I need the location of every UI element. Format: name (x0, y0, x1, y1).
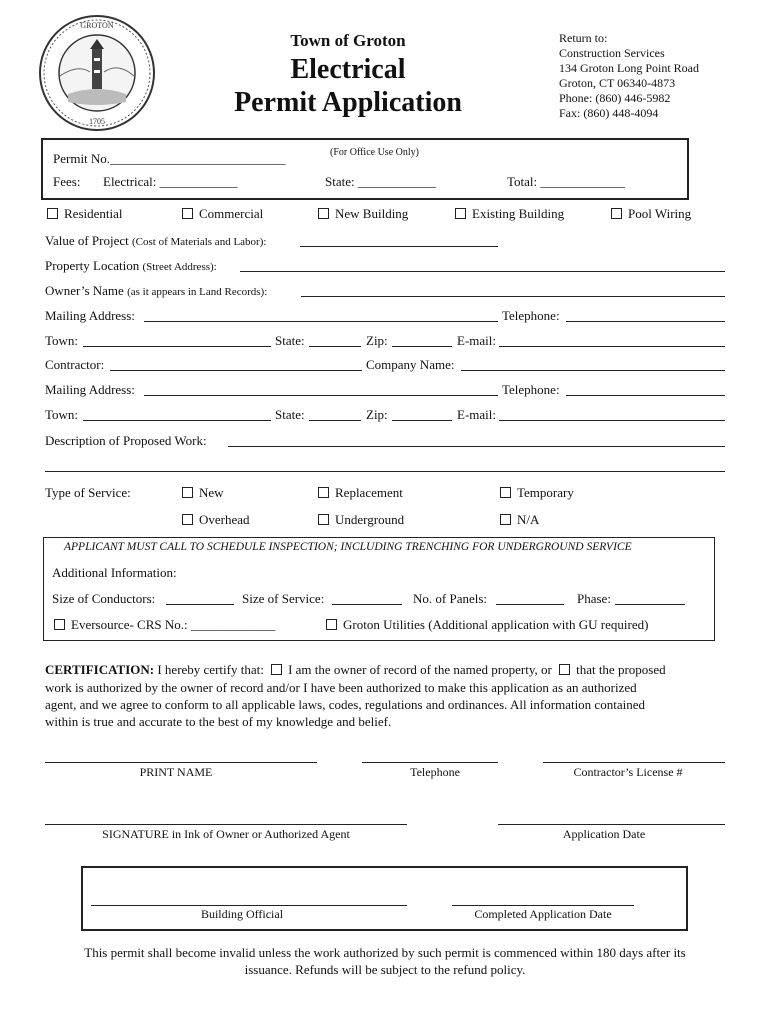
contractor-license-label: Contractor’s License # (573, 765, 683, 779)
checkbox-label: Residential (64, 206, 123, 221)
certification-line-1 (45, 662, 666, 678)
owner-mailing-label: Mailing Address: (45, 308, 135, 323)
signature-label: SIGNATURE in Ink of Owner or Authorized Agent (102, 827, 350, 841)
contractor-zip-field[interactable] (392, 420, 452, 421)
description-field-1[interactable] (228, 446, 725, 447)
signature-telephone-label: Telephone (410, 765, 460, 779)
certification-line-3: agent, and we agree to conform to all applicable laws, codes, regulations and ordinances. All information contained (45, 697, 645, 712)
checkbox-eversource[interactable] (54, 617, 275, 633)
owner-email-label: E-mail: (457, 333, 496, 348)
phase-field[interactable] (615, 604, 685, 605)
contractor-email-field[interactable] (499, 420, 725, 421)
owner-state-label: State: (275, 333, 305, 348)
contractor-field[interactable] (110, 370, 362, 371)
description-field-2[interactable] (45, 471, 725, 472)
contractor-telephone-label: Telephone: (502, 382, 560, 397)
company-name-label: Company Name: (366, 357, 455, 372)
return-line: Fax: (860) 448-4094 (559, 106, 659, 120)
property-note: (Street Address): (142, 261, 217, 273)
application-date-field[interactable] (498, 824, 725, 825)
checkbox-icon[interactable] (611, 208, 622, 219)
contractor-state-label: State: (275, 407, 305, 422)
checkbox-service-underground[interactable] (318, 512, 404, 528)
total-fee-label: Total: (507, 174, 538, 189)
value-note: (Cost of Materials and Labor): (132, 236, 267, 248)
phase-label: Phase: (577, 591, 611, 606)
value-label: Value of Project (45, 233, 129, 248)
contractor-town-field[interactable] (83, 420, 271, 421)
checkbox-service-temporary[interactable] (500, 485, 574, 501)
permit-no-label (53, 151, 286, 167)
print-name-field[interactable] (45, 762, 317, 763)
size-service-field[interactable] (332, 604, 402, 605)
footer-line-1: This permit shall become invalid unless the work authorized by such permit is commenced within 180 days after its (84, 945, 686, 960)
svg-text:GROTON: GROTON (80, 21, 114, 30)
town-seal (38, 14, 156, 132)
property-location-field[interactable] (240, 271, 725, 272)
state-fee (325, 174, 436, 190)
value-of-project-label (45, 233, 266, 250)
completed-date-field[interactable] (452, 905, 634, 906)
state-fee-blank[interactable]: ____________ (357, 174, 436, 189)
checkbox-service-replacement[interactable] (318, 485, 403, 501)
building-official-field[interactable] (91, 905, 407, 906)
office-use-note: (For Office Use Only) (330, 147, 419, 158)
checkbox-pool-wiring[interactable] (611, 206, 691, 222)
return-line: 134 Groton Long Point Road (559, 61, 699, 75)
electrical-fee-blank[interactable]: ____________ (159, 174, 238, 189)
contractor-label: Contractor: (45, 357, 105, 372)
checkbox-service-na[interactable] (500, 512, 539, 528)
certification-line-4: within is true and accurate to the best of my knowledge and belief. (45, 714, 392, 729)
groton-utilities-label: Groton Utilities (Additional application with GU required) (343, 617, 649, 632)
total-fee-blank[interactable]: _____________ (540, 174, 625, 189)
owners-name-field[interactable] (301, 296, 725, 297)
eversource-blank[interactable]: _____________ (190, 617, 276, 632)
return-line: Groton, CT 06340-4873 (559, 76, 676, 90)
owners-label: Owner’s Name (45, 283, 124, 298)
certification-heading: CERTIFICATION: (45, 662, 155, 677)
no-panels-label: No. of Panels: (413, 591, 488, 606)
checkbox-label: Temporary (517, 485, 574, 500)
owner-town-label: Town: (45, 333, 79, 348)
checkbox-label: Overhead (199, 512, 250, 527)
owner-zip-label: Zip: (366, 333, 388, 348)
permit-no-blank[interactable]: ___________________________ (110, 151, 286, 166)
description-label: Description of Proposed Work: (45, 433, 207, 448)
signature-field[interactable] (45, 824, 407, 825)
completed-date-label: Completed Application Date (474, 907, 612, 921)
value-of-project-field[interactable] (300, 246, 498, 247)
property-location-label (45, 258, 217, 275)
contractor-mailing-field[interactable] (144, 395, 498, 396)
total-fee (507, 174, 625, 190)
contractor-state-field[interactable] (309, 420, 361, 421)
checkbox-label: Underground (335, 512, 405, 527)
owner-email-field[interactable] (499, 346, 725, 347)
owner-town-field[interactable] (83, 346, 271, 347)
print-name-label: PRINT NAME (139, 765, 213, 779)
checkbox-service-overhead[interactable] (182, 512, 250, 528)
owner-state-field[interactable] (309, 346, 361, 347)
checkbox-icon[interactable] (318, 208, 329, 219)
checkbox-icon[interactable] (500, 514, 511, 525)
electrical-fee-label: Electrical: (103, 174, 157, 189)
certification-option-2: that the proposed (576, 662, 666, 677)
building-official-label: Building Official (200, 907, 284, 921)
checkbox-icon[interactable] (318, 514, 329, 525)
owner-telephone-label: Telephone: (502, 308, 560, 323)
return-line: Return to: (559, 31, 608, 45)
owner-zip-field[interactable] (392, 346, 452, 347)
inspection-notice: APPLICANT MUST CALL TO SCHEDULE INSPECTION; INCLUDING TRENCHING FOR UNDERGROUND SERVICE (64, 541, 632, 553)
contractor-mailing-label: Mailing Address: (45, 382, 135, 397)
contractor-email-label: E-mail: (457, 407, 496, 422)
contractor-zip-label: Zip: (366, 407, 388, 422)
checkbox-icon[interactable] (182, 487, 193, 498)
application-date-label: Application Date (562, 827, 646, 841)
property-label: Property Location (45, 258, 140, 273)
checkbox-service-new[interactable] (182, 485, 224, 501)
checkbox-icon[interactable] (500, 487, 511, 498)
owner-telephone-field[interactable] (566, 321, 725, 322)
checkbox-icon[interactable] (54, 619, 65, 630)
checkbox-icon[interactable] (47, 208, 58, 219)
contractor-town-label: Town: (45, 407, 79, 422)
service-type-label: Type of Service: (45, 485, 131, 500)
checkbox-existing-building[interactable] (455, 206, 564, 222)
town-name: Town of Groton (290, 31, 406, 50)
fees-label: Fees: (53, 174, 81, 189)
checkbox-label: N/A (517, 512, 540, 527)
state-fee-label: State: (325, 174, 355, 189)
return-address (559, 31, 699, 121)
checkbox-residential[interactable] (47, 206, 123, 222)
checkbox-label: New Building (335, 206, 409, 221)
return-line: Construction Services (559, 46, 665, 60)
checkbox-label: Pool Wiring (628, 206, 692, 221)
checkbox-commercial[interactable] (182, 206, 263, 222)
checkbox-icon[interactable] (326, 619, 337, 630)
checkbox-new-building[interactable] (318, 206, 408, 222)
contractor-telephone-field[interactable] (566, 395, 725, 396)
signature-telephone-field[interactable] (362, 762, 498, 763)
checkbox-icon[interactable] (455, 208, 466, 219)
eversource-label: Eversource- CRS No.: (71, 617, 188, 632)
additional-info-label: Additional Information: (52, 565, 177, 580)
certification-line-2: work is authorized by the owner of record and/or I have been authorized to make this application as an authorized (45, 680, 637, 695)
permit-no-text: Permit No. (53, 151, 111, 166)
electrical-fee (103, 174, 238, 190)
footer-line-2: issuance. Refunds will be subject to the refund policy. (244, 962, 526, 977)
checkbox-label: New (199, 485, 224, 500)
title-electrical: Electrical (290, 54, 406, 85)
no-panels-field[interactable] (496, 604, 564, 605)
size-conductors-label: Size of Conductors: (52, 591, 156, 606)
checkbox-label: Commercial (199, 206, 264, 221)
checkbox-icon[interactable] (182, 514, 193, 525)
contractor-license-field[interactable] (543, 762, 725, 763)
company-name-field[interactable] (461, 370, 725, 371)
size-conductors-field[interactable] (166, 604, 234, 605)
checkbox-groton-utilities[interactable] (326, 617, 648, 633)
checkbox-owner-of-record[interactable] (271, 664, 282, 675)
svg-text:1705: 1705 (89, 117, 105, 126)
owner-mailing-field[interactable] (144, 321, 498, 322)
checkbox-authorized[interactable] (559, 664, 570, 675)
return-line: Phone: (860) 446-5982 (559, 91, 671, 105)
checkbox-label: Existing Building (472, 206, 565, 221)
owners-name-label (45, 283, 267, 300)
owners-note: (as it appears in Land Records): (127, 286, 268, 298)
size-service-label: Size of Service: (242, 591, 325, 606)
checkbox-label: Replacement (335, 485, 403, 500)
certification-option-1: I am the owner of record of the named property, or (288, 662, 552, 677)
checkbox-icon[interactable] (182, 208, 193, 219)
certification-lead: I hereby certify that: (157, 662, 264, 677)
title-permit-application: Permit Application (234, 87, 462, 118)
checkbox-icon[interactable] (318, 487, 329, 498)
